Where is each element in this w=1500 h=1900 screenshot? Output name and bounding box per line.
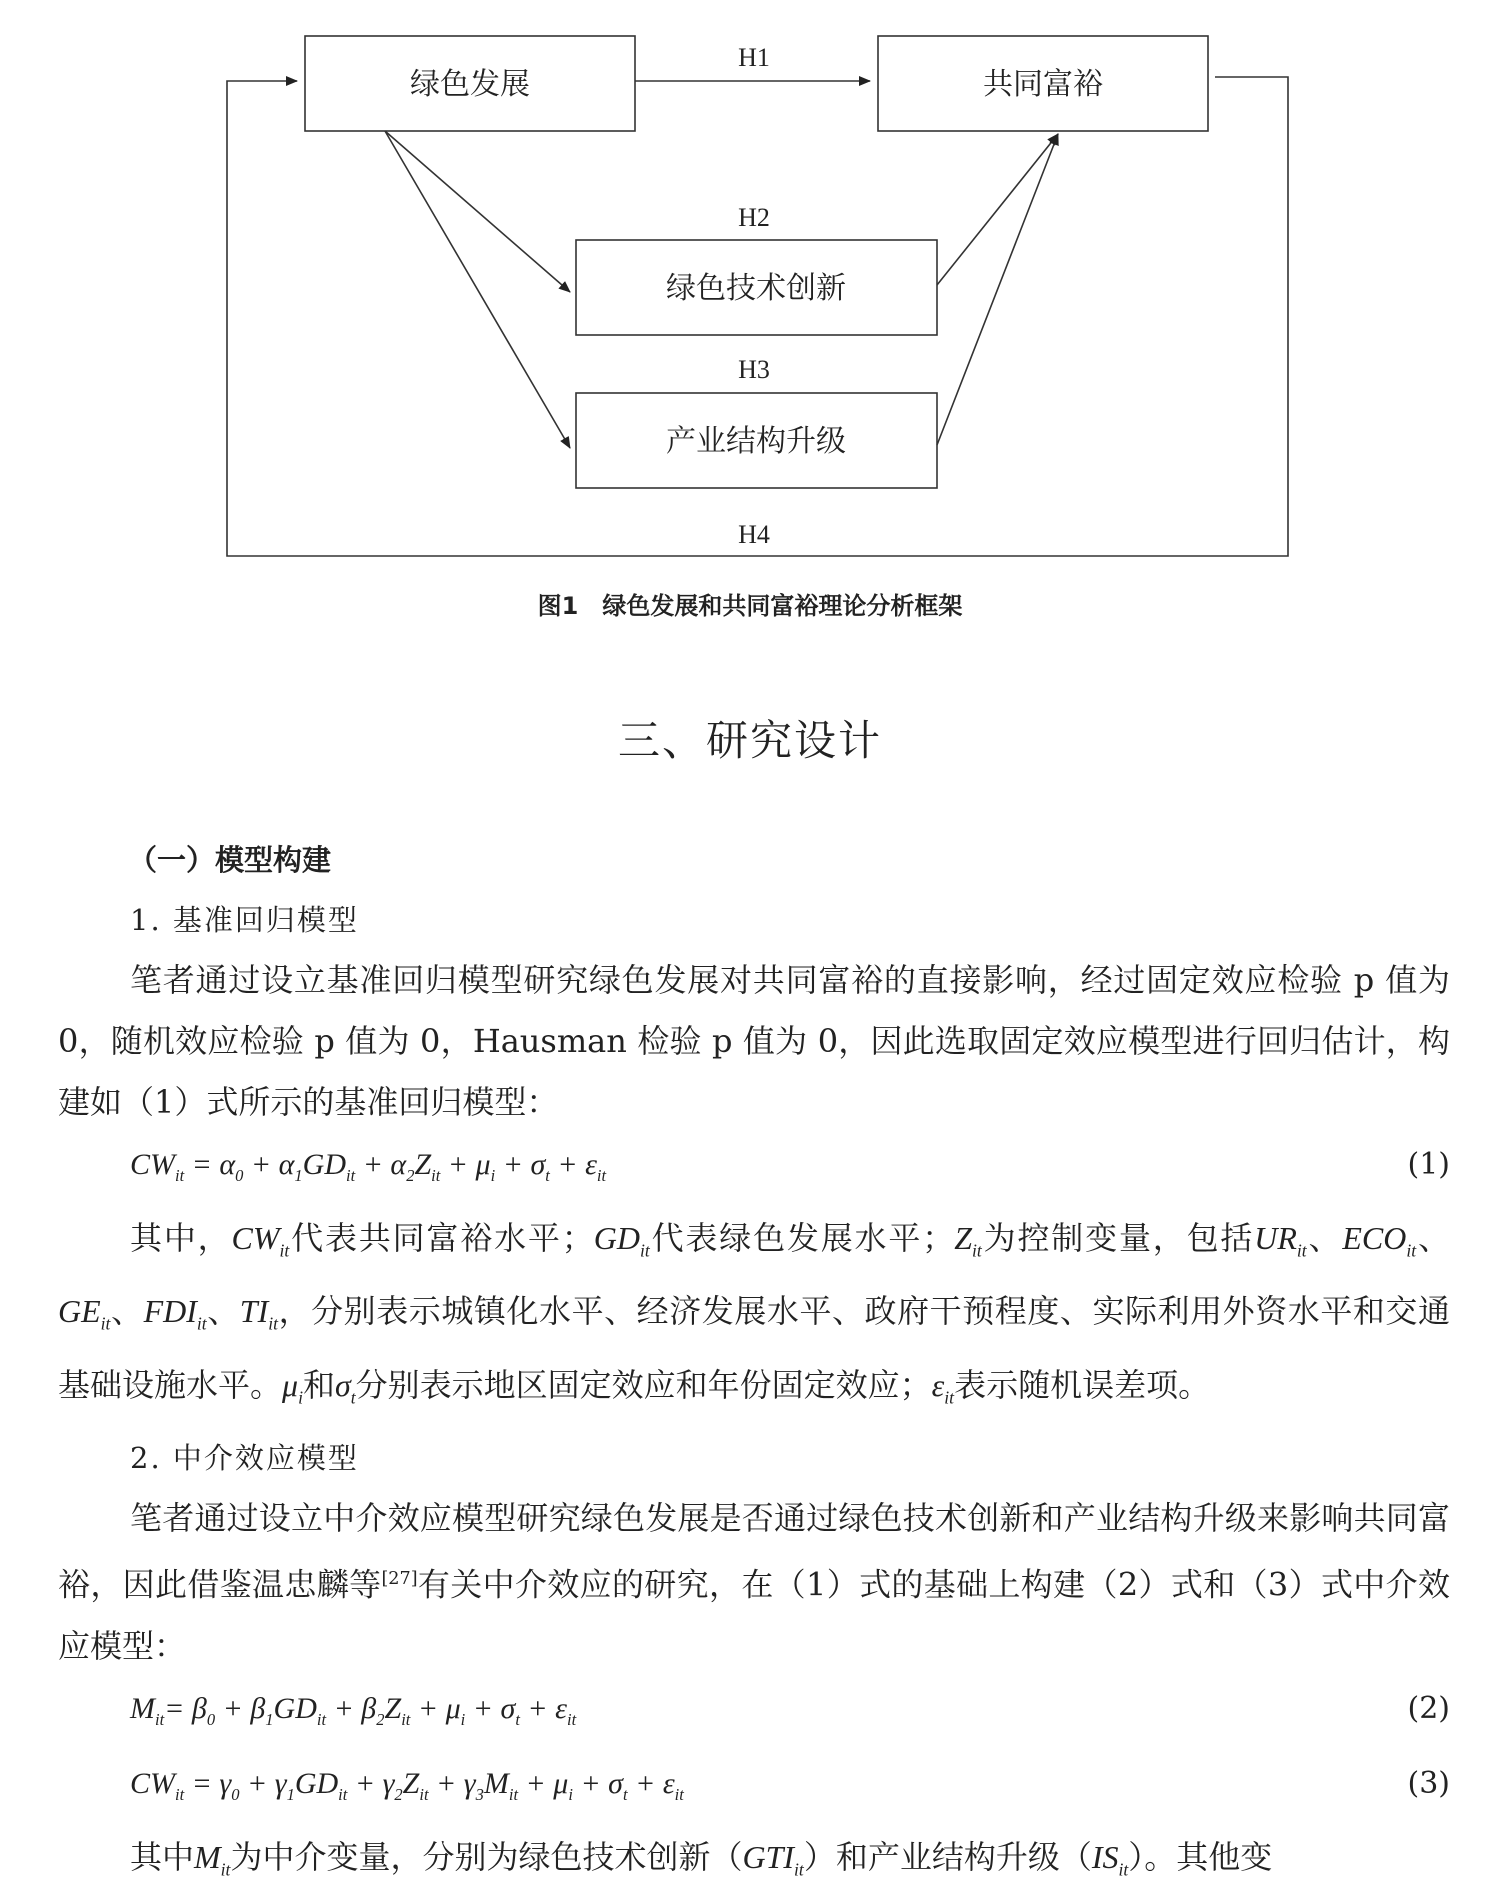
- equation-1: $CW_{it} = \alpha_0 + \alpha_1GD_{it} + \alpha_2Z_{it} + \mu_i + \sigma_t + \varepsilon_{it}$ (1): [58, 1133, 1450, 1208]
- arrow-h4-loop: [227, 77, 1288, 556]
- paragraph-2: 其中，$CW_{it}$代表共同富裕水平；$GD_{it}$代表绿色发展水平；$Z_{it}$为控制变量，包括$UR_{it}$、$ECO_{it}$、$GE_{it}$、$FDI_{it}$、$TI_{it}$，分别表示城镇化水平、经济发展水平、政府干预程度、实际利用外资水平和交通基础设施水平。$\mu_i$和$\sigma_t$分别表示地区固定效应和年份固定效应；$\varepsilon_{it}$表示随机误差项。: [58, 1219, 1450, 1408]
- arrow-gd-to-is: [385, 131, 570, 448]
- figure-caption: [0, 586, 1500, 621]
- body-text: [58, 830, 1450, 1900]
- node-green-tech-innovation: 绿色技术创新: [666, 271, 846, 306]
- subsubsection-heading-1: 1. 基准回归模型: [130, 903, 359, 937]
- label-h2: H2: [738, 203, 770, 232]
- equation-3-number: (3): [1407, 1765, 1450, 1801]
- paragraph-4: 其中$M_{it}$为中介变量，分别为绿色技术创新$(GTI_{it})$和产业结构升级$(IS_{it})$。其他变: [130, 1837, 1273, 1880]
- node-common-prosperity: 共同富裕: [983, 67, 1103, 102]
- label-h3: H3: [738, 355, 770, 384]
- label-h4: H4: [738, 520, 770, 549]
- section-title: 三、研究设计: [617, 716, 882, 765]
- equation-3: $CW_{it} = \gamma_0 + \gamma_1GD_{it} + \gamma_2Z_{it} + \gamma_3M_{it} + \mu_i + \sigma_t + \varepsilon_{it}$ (3): [58, 1752, 1450, 1827]
- citation-ref: [27]: [381, 1569, 418, 1590]
- framework-diagram: [0, 0, 1500, 580]
- subsection-heading: （一）模型构建: [128, 843, 332, 877]
- equation-2: $M_{it}= \beta_0 + \beta_1GD_{it} + \beta_2Z_{it} + \mu_i + \sigma_t + \varepsilon_{it}$ (2): [58, 1677, 1450, 1752]
- arrow-gti-to-cp: [937, 134, 1058, 285]
- label-h1: H1: [738, 43, 770, 72]
- node-green-development: 绿色发展: [410, 67, 530, 102]
- arrow-is-to-cp: [937, 134, 1058, 445]
- figure-title: 绿色发展和共同富裕理论分析框架: [602, 592, 963, 620]
- subsubsection-heading-2: 2. 中介效应模型: [130, 1441, 359, 1476]
- arrow-gd-to-gti: [385, 131, 570, 292]
- figure-number: 图1: [537, 592, 579, 620]
- node-industry-upgrade: 产业结构升级: [666, 424, 846, 459]
- paragraph-1: 笔者通过设立基准回归模型研究绿色发展对共同富裕的直接影响，经过固定效应检验 p 值为 0，随机效应检验 p 值为 0，Hausman 检验 p 值为 0，因此选取固定效应模型进行回归估计，构建如（1）式所示的基准回归模型：: [58, 961, 1450, 1121]
- equation-2-number: (2): [1407, 1690, 1450, 1726]
- paragraph-3: 笔者通过设立中介效应模型研究绿色发展是否通过绿色技术创新和产业结构升级来影响共同富裕，因此借鉴温忠麟等[27]有关中介效应的研究，在（1）式的基础上构建（2）式和（3）式中介效应模型：: [58, 1499, 1450, 1665]
- equation-1-number: (1): [1407, 1147, 1450, 1182]
